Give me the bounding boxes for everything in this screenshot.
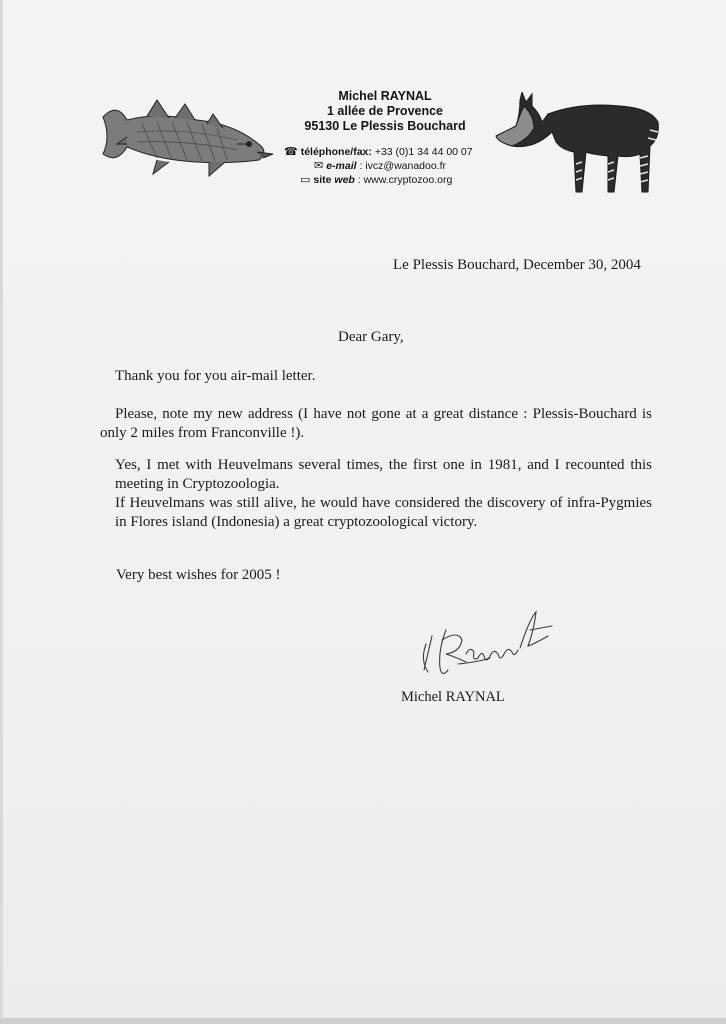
coelacanth-illustration	[97, 92, 277, 177]
paragraph-2	[100, 405, 652, 443]
sender-name: Michel RAYNAL	[338, 89, 432, 103]
letter-date: Le Plessis Bouchard, December 30, 2004	[393, 257, 641, 273]
phone-value: +33 (0)1 34 44 00 07	[374, 146, 473, 158]
salutation: Dear Gary,	[338, 329, 404, 345]
page-edge-left	[0, 0, 3, 1024]
letterhead-block	[270, 89, 500, 134]
okapi-illustration	[490, 92, 670, 202]
phone-row	[284, 145, 514, 159]
contact-block	[284, 145, 514, 187]
web-value: : www.cryptozoo.org	[357, 174, 453, 186]
telephone-icon: ☎	[284, 146, 298, 158]
sender-city: 95130 Le Plessis Bouchard	[304, 119, 466, 133]
paragraph-1: Thank you for you air-mail letter.	[115, 368, 316, 384]
page-edge-bottom	[0, 1018, 726, 1024]
web-label-italic: web	[334, 174, 355, 186]
paragraph-3	[100, 456, 652, 532]
email-label: e-mail	[326, 160, 357, 172]
email-value: : ivcz@wanadoo.fr	[359, 160, 447, 172]
web-label: site	[313, 174, 332, 186]
web-row	[284, 173, 514, 187]
closing-line: Very best wishes for 2005 !	[116, 567, 281, 583]
envelope-icon: ✉	[314, 160, 324, 172]
computer-icon: ▭	[300, 174, 311, 186]
email-row	[284, 159, 514, 173]
handwritten-signature	[418, 600, 558, 688]
paragraph-2-text: Please, note my new address (I have not gone at a great distance : Plessis-Bouchard is only 2 miles from Franconville !).	[100, 406, 652, 441]
phone-label: téléphone/fax:	[300, 146, 372, 158]
paragraph-3-line-2: If Heuvelmans was still alive, he would have considered the discovery of infra-Pygmies in Flores island (Indonesia) a great cryptozoological victory.	[115, 495, 652, 530]
paragraph-3-line-1: Yes, I met with Heuvelmans several times, the first one in 1981, and I recounted this meeting in Cryptozoologia.	[115, 457, 652, 492]
sender-street: 1 allée de Provence	[326, 104, 444, 118]
signer-name: Michel RAYNAL	[401, 689, 505, 705]
